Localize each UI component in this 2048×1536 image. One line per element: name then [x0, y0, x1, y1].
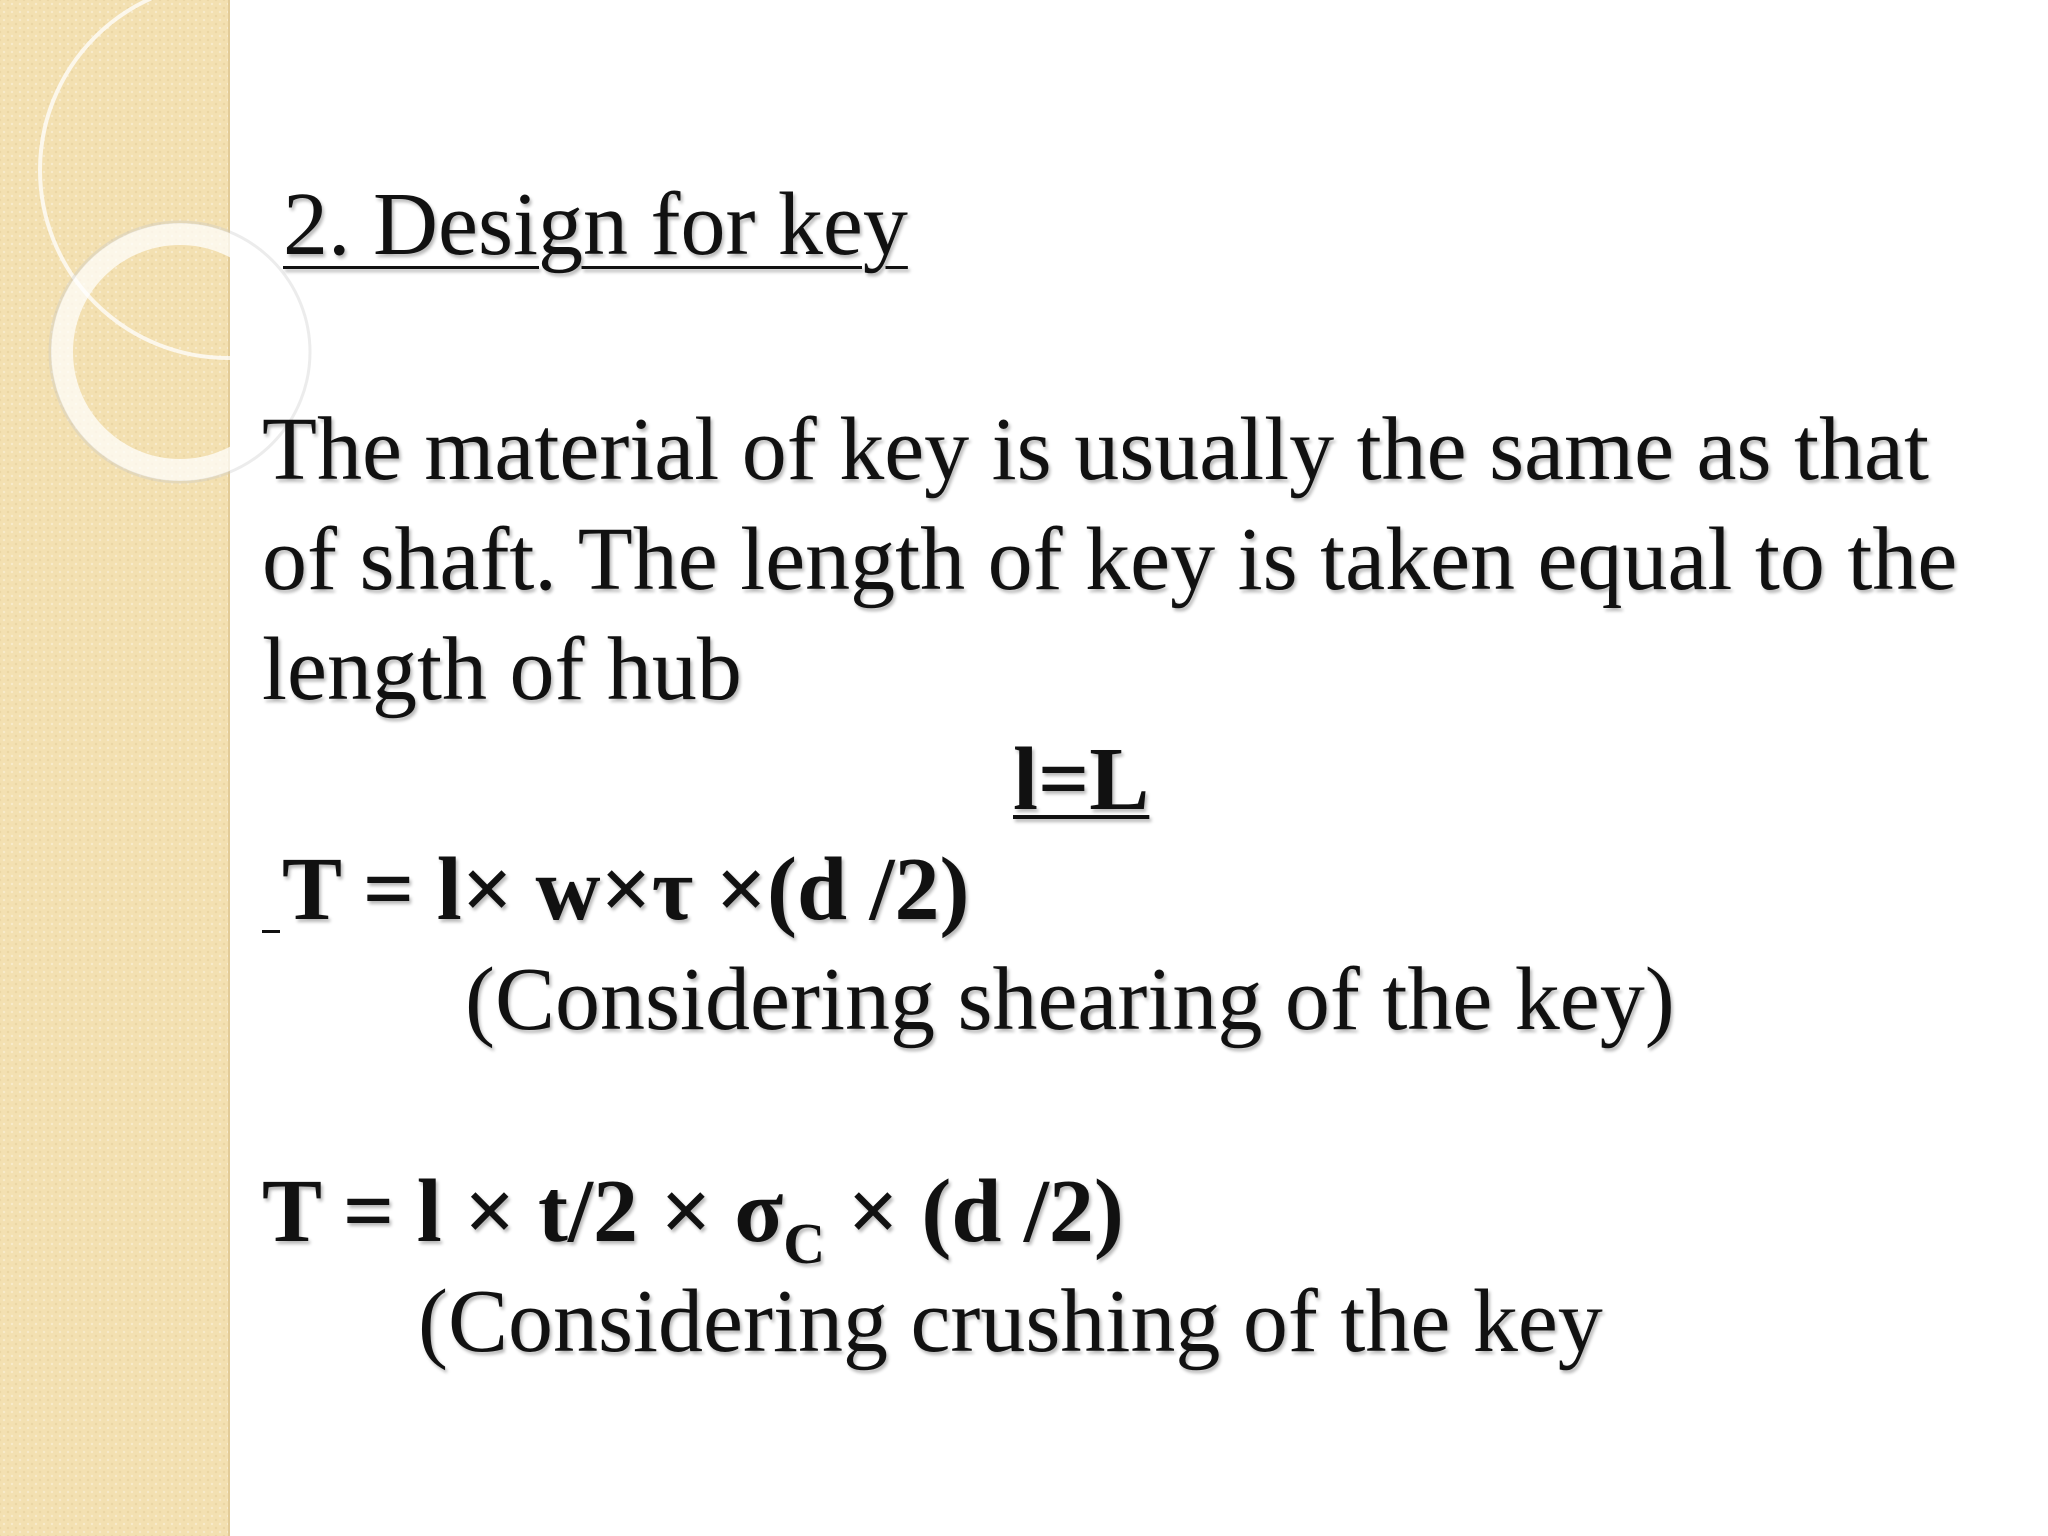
crush-equation: [262, 1160, 1124, 1276]
crush-equation-after: × (d /2): [825, 1162, 1124, 1261]
sigma-subscript: C: [783, 1211, 826, 1276]
paragraph-line-1: The material of key is usually the same as that: [262, 400, 1929, 499]
shear-equation-text: T = l× w×τ ×(d /2): [282, 840, 970, 939]
slide-heading: 2. Design for key: [283, 175, 908, 274]
crush-note: (Considering crushing of the key: [418, 1272, 1603, 1371]
paragraph-line-3: length of hub: [262, 620, 742, 719]
underscore-mark: [262, 930, 280, 933]
key-length-formula: l=L: [1013, 730, 1150, 829]
shear-note: (Considering shearing of the key): [465, 950, 1675, 1049]
crush-equation-before: T = l × t/2 × σ: [262, 1162, 784, 1261]
paragraph-line-2: of shaft. The length of key is taken equal to the: [262, 510, 1958, 609]
shear-equation: [262, 838, 970, 941]
decorative-sidebar: [0, 0, 230, 1536]
